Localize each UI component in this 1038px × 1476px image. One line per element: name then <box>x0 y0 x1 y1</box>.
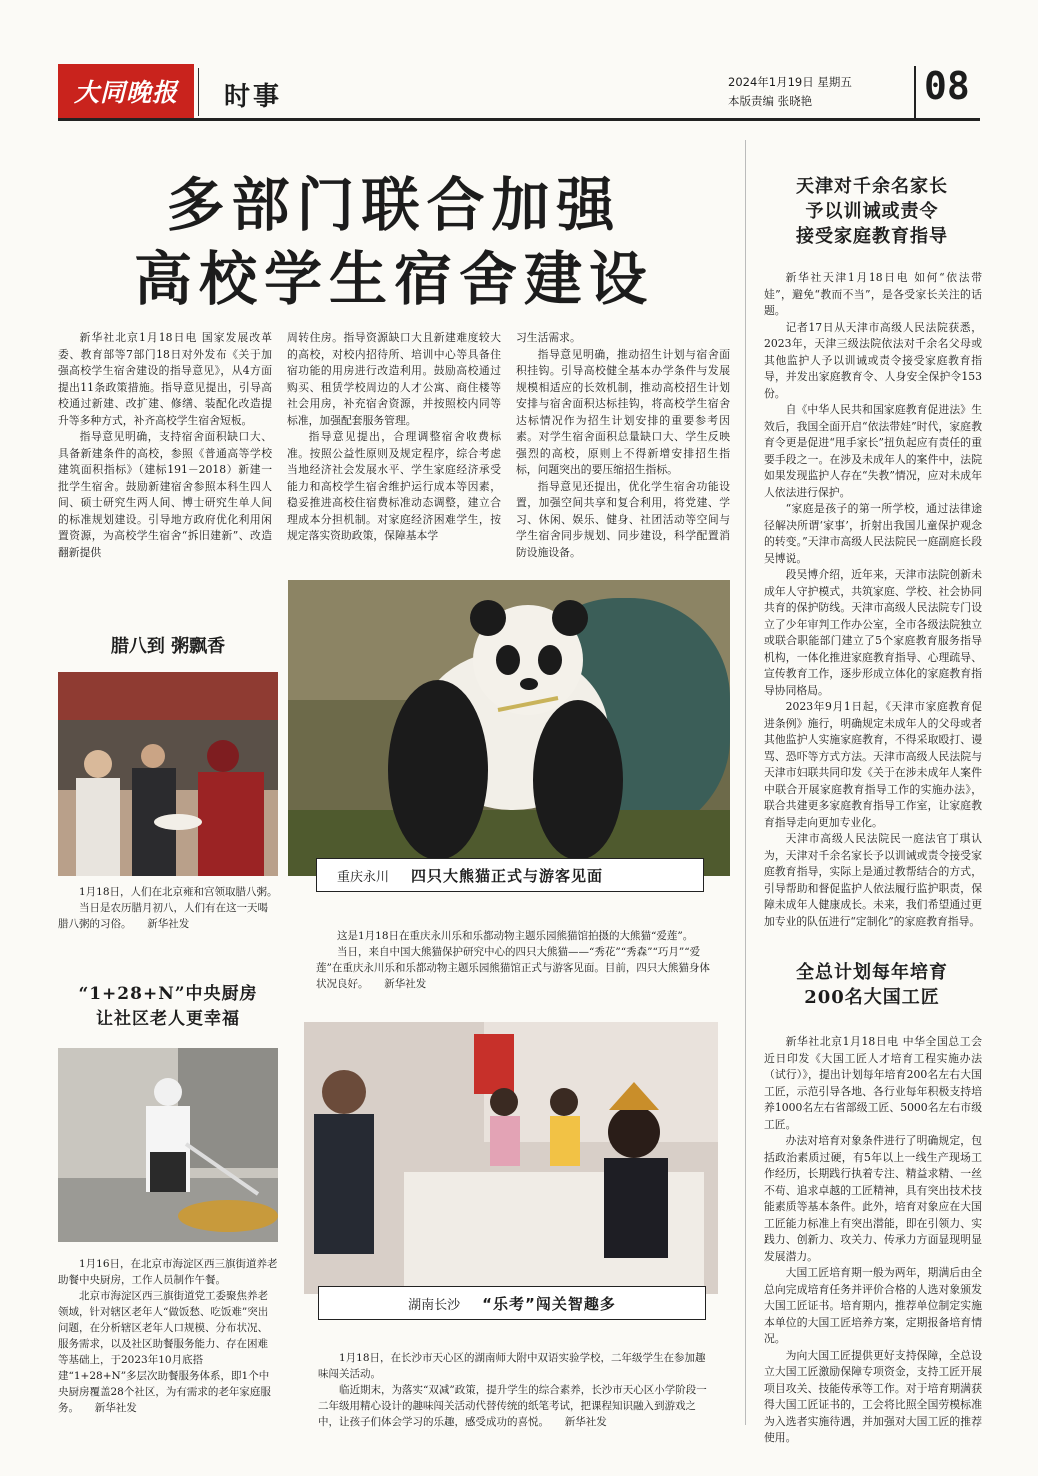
caption-line: 临近期末，为落实“双减”政策，提升学生的综合素养，长沙市天心区小学阶段一二年级用精心设计的趣味闯关活动代替传统的纸笔考试，把课程知识融入到游戏之中，让孩子们体会学习的乐趣，感受成功的喜悦。 新华社发 <box>318 1384 707 1428</box>
paragraph: 习生活需求。 <box>516 331 581 344</box>
paragraph: 指导意见明确，推动招生计划与宿舍面积挂钩。引导高校健全基本办学条件与发展规模相适应的长效机制，推动高校招生计划安排与宿舍面积达标挂钩，将高校学生宿舍达标情况作为招生计划安排的重要参考因素。对学生宿舍面积总量缺口大、学生反映强烈的高校，原则上不得新增安排招生指标，问题突出的要压缩招生指标。 <box>516 347 730 476</box>
paragraph: “家庭是孩子的第一所学校，通过法律途径解决所谓‘家事’，折射出我国儿童保护观念的转变。”天津市高级人民法院民一庭副庭长段吴博说。 <box>764 502 982 565</box>
exam-headline: “乐考”闯关智趣多 <box>482 1294 616 1313</box>
paragraph: 记者17日从天津市高级人民法院获悉，2023年，天津三级法院依法对千余名父母或其他监护人予以训诫或责令接受家庭教育指导，并发出家庭教育令、人身安全保护令153份。 <box>764 320 982 400</box>
tianjin-headline-line-1: 天津对千余名家长 <box>796 176 948 197</box>
laba-photo <box>58 672 278 876</box>
caption-line: 1月16日，在北京市海淀区西三旗街道养老助餐中央厨房，工作人员制作午餐。 <box>58 1258 278 1286</box>
kitchen-headline-line-1: “1+28+N”中央厨房 <box>78 984 258 1004</box>
caption-line: 1月18日，在长沙市天心区的湖南师大附中双语实验学校，二年级学生在参加趣味闯关活动。 <box>318 1352 706 1380</box>
caption-line: 1月18日，人们在北京雍和宫领取腊八粥。 <box>79 886 278 898</box>
headline-line-2: 高校学生宿舍建设 <box>133 245 654 313</box>
craftsman-headline-line-1: 全总计划每年培育 <box>796 962 948 983</box>
paragraph: 天津市高级人民法院民一庭法官丁琪认为，天津对千余名家长予以训诫或责令接受家庭教育指导，实际上是通过教帮结合的方式，引导帮助和督促监护人依法履行监护职责，保障未成年人健康成长。未来，我们希望通过更加专业的队伍进行“定制化”的家庭教育指导。 <box>764 832 982 928</box>
panda-headline: 四只大熊猫正式与游客见面 <box>411 866 604 885</box>
panda-place: 重庆永川 <box>337 869 390 885</box>
paragraph: 指导意见明确，支持宿舍面积缺口大、具备新建条件的高校，参照《普通高等学校建筑面积指标》（建标191－2018）新建一批学生宿舍。鼓励新建宿舍参照本科生四人间、硕士研究生两人间、博士研究生单人间的标准规划建设。引导地方政府优化利用闲置资源，为高校学生宿舍“拆旧建新”、改造翻新提供 <box>58 430 272 559</box>
header-divider <box>198 68 199 116</box>
laba-headline: 腊八到 粥飘香 <box>110 636 226 657</box>
tianjin-headline <box>762 174 982 249</box>
main-article-col-3 <box>516 330 730 561</box>
panda-photo <box>288 580 730 876</box>
paragraph: 为向大国工匠提供更好支持保障，全总设立大国工匠激励保障专项资金，支持工匠开展项目攻关、技能传承等工作。对于培育期满获得大国工匠证书的，工会将比照全国劳模标准为入选者实施待遇，并加强对大国工匠的推荐使用。 <box>764 1348 982 1444</box>
paragraph: 段吴博介绍，近年来，天津市法院创新未成年人守护模式，共筑家庭、学校、社会协同共育的保护防线。天津市高级人民法院专门设立了少年审判工作办公室，全市各级法院独立或联合职能部门建立了5个家庭教育服务指导机构，一体化推进家庭教育指导、心理疏导、宣传教育工作，逐步形成立体化的家庭教育指导协同格局。 <box>764 568 982 697</box>
paragraph: 大国工匠培育期一般为两年，期满后由全总向完成培育任务并评价合格的人选对象颁发大国工匠证书。培育期内，推荐单位制定实施本单位的大国工匠培养方案，定期报备培育情况。 <box>764 1266 982 1345</box>
exam-photo <box>304 1022 718 1294</box>
headline-line-1: 多部门联合加强 <box>166 171 622 239</box>
exam-place: 湖南长沙 <box>408 1297 461 1313</box>
paragraph: 新华社天津1月18日电 如何“依法带娃”，避免“教而不当”，是各受家长关注的话题。 <box>764 271 982 317</box>
panda-caption-bar <box>316 858 704 892</box>
exam-caption-bar <box>318 1286 706 1320</box>
caption-line: 北京市海淀区西三旗街道党工委聚焦养老领域，针对辖区老年人“做饭愁、吃饭难”突出问题，在分析辖区老年人口规模、分布状况、服务需求，以及社区助餐服务能力、存在困难等基础上，于2023年10月底搭建“1+28+N”多层次助餐服务体系，即1个中央厨房覆盖28个社区，为有需求的老年家庭服务。 新华社发 <box>58 1290 271 1414</box>
paragraph: 指导意见还提出，优化学生宿舍功能设置，加强空间共享和复合利用，将党建、学习、休闲、娱乐、健身、社团活动等空间与学生宿舍同步规划、同步建设，科学配置消防设施设备。 <box>516 479 730 559</box>
paragraph: 自《中华人民共和国家庭教育促进法》生效后，我国全面开启“依法带娃”时代，家庭教育令更是促进“甩手家长”扭负起应有责任的重要手段之一。在涉及未成年人的案件中，法院如果发现监护人存在“失教”情况，应对未成年人依法进行保护。 <box>764 403 982 499</box>
tianjin-headline-line-2: 予以训诫或责令 <box>805 201 939 222</box>
caption-line: 这是1月18日在重庆永川乐和乐都动物主题乐园熊猫馆拍摄的大熊猫“爱莲”。 <box>337 930 694 942</box>
section-name: 时事 <box>224 82 283 112</box>
craftsman-headline-line-2: 200名大国工匠 <box>804 987 940 1008</box>
newspaper-logo: 大同晚报 <box>58 64 194 118</box>
tianjin-article <box>764 270 982 930</box>
main-headline <box>58 168 730 316</box>
exam-caption <box>318 1350 712 1430</box>
paragraph: 周转住房。指导资源缺口大且新建难度较大的高校，对校内招待所、培训中心等具备住宿功能的用房进行改造利用。鼓励高校通过购买、租赁学校周边的人才公寓、商住楼等社会用房，补充宿舍资源，并按照校内同等标准，加强配套服务管理。 <box>287 331 501 427</box>
laba-caption <box>58 884 278 932</box>
column-rule <box>745 140 746 1425</box>
panda-caption <box>316 928 710 992</box>
header-rule <box>58 118 980 121</box>
tianjin-headline-line-3: 接受家庭教育指导 <box>796 226 948 247</box>
craftsman-headline <box>762 960 982 1010</box>
page-number: 08 <box>924 64 970 108</box>
main-article-col-2 <box>287 330 501 545</box>
page-number-divider <box>914 66 916 118</box>
kitchen-photo <box>58 1048 278 1242</box>
kitchen-headline-line-2: 让社区老人更幸福 <box>96 1009 240 1029</box>
paragraph: 办法对培育对象条件进行了明确规定，包括政治素质过硬，有5年以上一线生产现场工作经历，长期践行执着专注、精益求精、一丝不苟、追求卓越的工匠精神，具有突出技术技能素质等基本条件。此外，培育对象应在大国工匠能力标准上有突出潜能，即在引领力、实践力、创新力、攻关力、传承力方面显现明显发展潜力。 <box>764 1134 982 1263</box>
caption-line: 当日是农历腊月初八，人们有在这一天喝腊八粥的习俗。 新华社发 <box>58 902 268 930</box>
paragraph: 新华社北京1月18日电 中华全国总工会近日印发《大国工匠人才培育工程实施办法（试行）》，提出计划每年培育200名左右大国工匠，示范引导各地、各行业每年积极支持培养1000名左右省部级工匠、5000名左右市级工匠。 <box>764 1035 982 1131</box>
paragraph: 新华社北京1月18日电 国家发展改革委、教育部等7部门18日对外发布《关于加强高校学生宿舍建设的指导意见》，从4方面提出11条政策措施。指导意见提出，引导高校通过新建、改扩建、修缮、装配化改造提升等多种方式，补齐高校学生宿舍短板。 <box>58 331 272 427</box>
paragraph: 2023年9月1日起，《天津市家庭教育促进条例》施行，明确规定未成年人的父母或者其他监护人实施家庭教育，不得采取殴打、谩骂、恐吓等方式方法。天津市高级人民法院与天津市妇联共同印发《关于在涉未成年人案件中联合开展家庭教育指导工作的实施办法》，联合共建更多家庭教育指导工作室，让家庭教育指导走向更加专业化。 <box>764 700 982 829</box>
issue-date: 2024年1月19日 星期五 <box>728 75 852 89</box>
kitchen-headline <box>58 982 278 1032</box>
page-editor: 本版责编 张晓艳 <box>728 94 813 108</box>
main-article-col-1 <box>58 330 272 561</box>
caption-line: 当日，来自中国大熊猫保护研究中心的四只大熊猫——“秀花”“秀森”“巧月”“爱莲”在重庆永川乐和乐都动物主题乐园熊猫馆正式与游客见面。目前，四只大熊猫身体状况良好。 新华社发 <box>316 946 710 990</box>
paragraph: 指导意见提出，合理调整宿舍收费标准。按照公益性原则及规定程序，综合考虑当地经济社会发展水平、学生家庭经济承受能力和高校学生宿舍维护运行成本等因素，稳妥推进高校住宿费标准动态调整，建立合理成本分担机制。对家庭经济困难学生，按规定落实资助政策，保障基本学 <box>287 430 501 542</box>
kitchen-caption <box>58 1256 278 1416</box>
craftsman-article <box>764 1034 982 1447</box>
